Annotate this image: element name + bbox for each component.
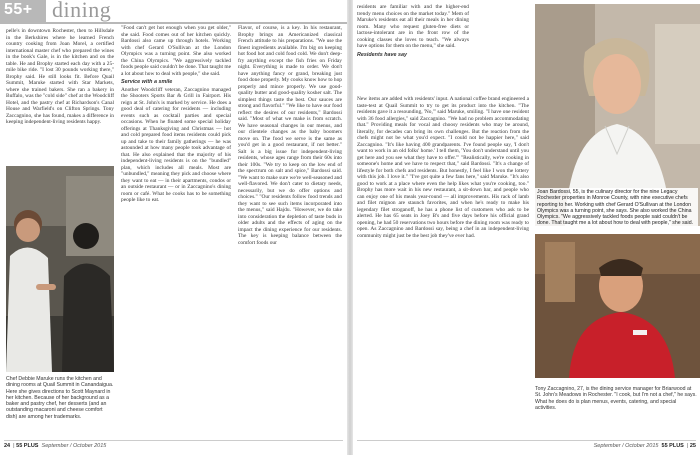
left-column-2 bbox=[121, 25, 231, 445]
footer-rule bbox=[4, 440, 343, 441]
article-text: New items are added with residents' input. A national coffee brand engineered a taste-test at Quail Summit to try to get its product into the kitchen. "The residents gave it a resounding, 'No,'" said Maruke, smiling. "I have one resident with 36 food allergies," said Zaccagnino. "We had no problem accommodating that." Providing meals for vocal and choosy residents who may be around, literally, for decades can bring its own challenges. But the reaction from the chefs might not be what you'd expect. "I could not be happier here," said Zaccagnino. "It's like having 400 grandparents. I've found people say, 'I don't want to work in an old folks' home.' I tell them, 'You don't understand until you get here and you see what they have to offer.'" "Realistically, we're cooking in someone's home and we have to respect that," said Bardossi. "It's a change of lifestyle for both chefs and residents. But honestly, I feel like I won the lottery with this job. I love it." "I've got quite a few fans here," said Maruke. "It's also good to work at a place where even the help likes what you're cooking, too." Brophy has more wait in his new restaurant, a sit-down bar, and people who can enjoy one of his meals year-round — all improvements. His rack of lamb and filet mignon are staunch favorites, and when he's ready to make his legendary filet stroganoff, he has a phone list of customers who ask to be alerted. He has 65 seats in Joey B's and five days before his official grand opening, he had 50 reservations two hours before the dining room was ready to open. As Zaccagnino and Bardossi say, being a chef in an independent-living community might just be the best job they've ever had. bbox=[357, 96, 529, 239]
page-number: 24 bbox=[4, 443, 11, 449]
right-photo-1-caption: Joan Bardossi, 55, is the culinary director for the nine Legacy Rochester properties in Monroe County, with nine executive chefs reporting to her. Working with chef Gerard O'Sullivan at the London Olympics was a turning point, she says. She also worked the China Olympics. "We aggressively tackled foods people said couldn't be done. That taught me a lot about how to deal with people," she said. bbox=[535, 188, 698, 228]
left-page bbox=[0, 0, 347, 455]
section-header bbox=[0, 0, 347, 22]
portrait-illustration bbox=[535, 234, 700, 378]
article-text: Flavor, of course, is a key. In his restaurant, Brophy brings an Americanized classical French attitude to his preparations. "We use the finest ingredients available. I'm big on keeping hot food hot and cold food cold. We don't deep-fry anything except the fish fries on Friday night. Everything is made to order. We don't have anything fancy or grand, breaking just food done properly. My cooks know how to hop properly and mince properly. We use good-quality butter and good-quality kosher salt. The simplest things taste the best. Our sauces are strong and flavorful." "We like to have our food reflect the desires of our residents," Bardossi said. "Most of what we make is from scratch. We have seasonal changes in our menus, and our clientele changes as the baby boomers move on. The food we serve is the same as you'd get in a good restaurant, if not better." Salt is a big issue for independent-living residents, whose ages range from their 60s into their 100s. "We try to keep on the low end of the spectrum on salt and spice," Bardossi said. "We want to make sure we're well-seasoned and well-flavored. We don't cater to dietary needs, necessarily, but we do offer options and choices." "Our residents follow food trends and they want to see such items incorporated into the menus," said Hajdu. "However, we do take into consideration the depletion of taste buds in older adults and the effects of aging on the impact the dining experience for our residents. The key is keeping balance between the comfort foods our bbox=[238, 25, 343, 246]
page-number: 25 bbox=[689, 443, 696, 449]
magazine-name: 55 PLUS bbox=[16, 443, 39, 449]
header-rule bbox=[0, 22, 347, 24]
left-footer: 24 | 55 PLUS September / October 2015 bbox=[4, 443, 107, 449]
issue-date: September / October 2015 bbox=[41, 443, 107, 449]
right-footer: September / October 2015 55 PLUS | 25 bbox=[593, 443, 696, 449]
chef-maruke-photo bbox=[6, 166, 114, 372]
left-photo-caption: Chef Debbie Maruke runs the kitchen and dining rooms at Quail Summit in Canandaigua. Here she gives directions to Scott Maynard in her kitchen. Because of her background as a baker and pastry chef, her desserts (and an outstanding macaroni and cheese comfort dish) are among her trademarks. bbox=[6, 376, 114, 420]
logo-box bbox=[0, 0, 46, 22]
tony-zaccagnino-photo bbox=[535, 234, 700, 378]
magazine-logo: 55+ bbox=[4, 1, 33, 18]
subhead: Residents have say bbox=[357, 51, 408, 58]
article-text: "Food can't get hot enough when you get older," she said. Food comes out of her kitchen quickly. Bardossi also came up through hotels. Working with chef Gerard O'Sullivan at the London Olympics was a turning point. She also worked the China Olympics. "We aggressively tackled foods people said couldn't be done. That taught me a lot about how to deal with people," she said. bbox=[121, 25, 231, 77]
issue-date: September / October 2015 bbox=[593, 443, 659, 449]
right-column-2 bbox=[357, 96, 529, 455]
article-text: pelle's in downtown Rochester, then to Hillsdale in the Berkshires where he learned French country cooking from Joan Morel, a certified international master chef who prepared the wines in the book's Gale, is in the kitchen and on the table. He and Brophy started each day with a 25-mile bike ride. "I lost 30 pounds working there," Brophy said. He still looks fit. Before Quail Summit, Maruke started with Star Markets, where she trained bakers. She ran a bakery in Buffalo, was the "cold side" chef at the Woodcliff Hotel, and the pastry chef at Richardson's Canal House and Warfield's on Clifton Springs. Tony Zaccagnino, she has found, makes a difference in keeping independent-living residents happy. bbox=[6, 28, 114, 125]
left-column-1 bbox=[6, 28, 114, 162]
kitchen-photo-illustration bbox=[6, 166, 114, 372]
article-text: Another Woodcliff veteran, Zaccagnino managed the Shooters Sports Bar & Grill in Fairport. His reign at St. John's is marked by service. He does a good deal of catering for residents — including events such as cocktail parties and special occasions. When he floated some special holiday offerings at Thanksgiving and Christmas — hot and cold prepared food items residents could pick up and take to their family gatherings — he was astounded at how many people took advantage of that. He also explained that the majority of his independent-living residents is on the "bundled" plan, which includes all meals. Most are "unbundled," meaning they pick and choose where they want to eat — in their apartments, condos or an outside restaurant — or in Zaccagnino's dining room or café. What he cooks has to be something people like to eat. bbox=[121, 86, 231, 203]
magazine-name: 55 PLUS bbox=[661, 443, 684, 449]
right-page bbox=[353, 0, 700, 455]
left-column-3 bbox=[238, 25, 342, 445]
article-text: residents are familiar with and the higher-end trendy menu choices on the market today." Mem of Maruke's residents eat all their meals in her dining room. Many who request gluten-free diets or lactose-intolerant are in the front row of the cooking classes she loves to teach. "We always have options for them on the menu," she said. bbox=[357, 4, 469, 49]
footer-rule bbox=[357, 440, 696, 441]
section-title: dining bbox=[52, 0, 112, 22]
subhead: Service with a smile bbox=[121, 79, 173, 85]
right-photo-2-caption: Tony Zaccagnino, 27, is the dining service manager for Briarwood at St. John's Meadows in Rochester. "I cook, but I'm not a chef," he says. What he does do is plan menus, events, catering, and special activities. bbox=[535, 386, 697, 411]
